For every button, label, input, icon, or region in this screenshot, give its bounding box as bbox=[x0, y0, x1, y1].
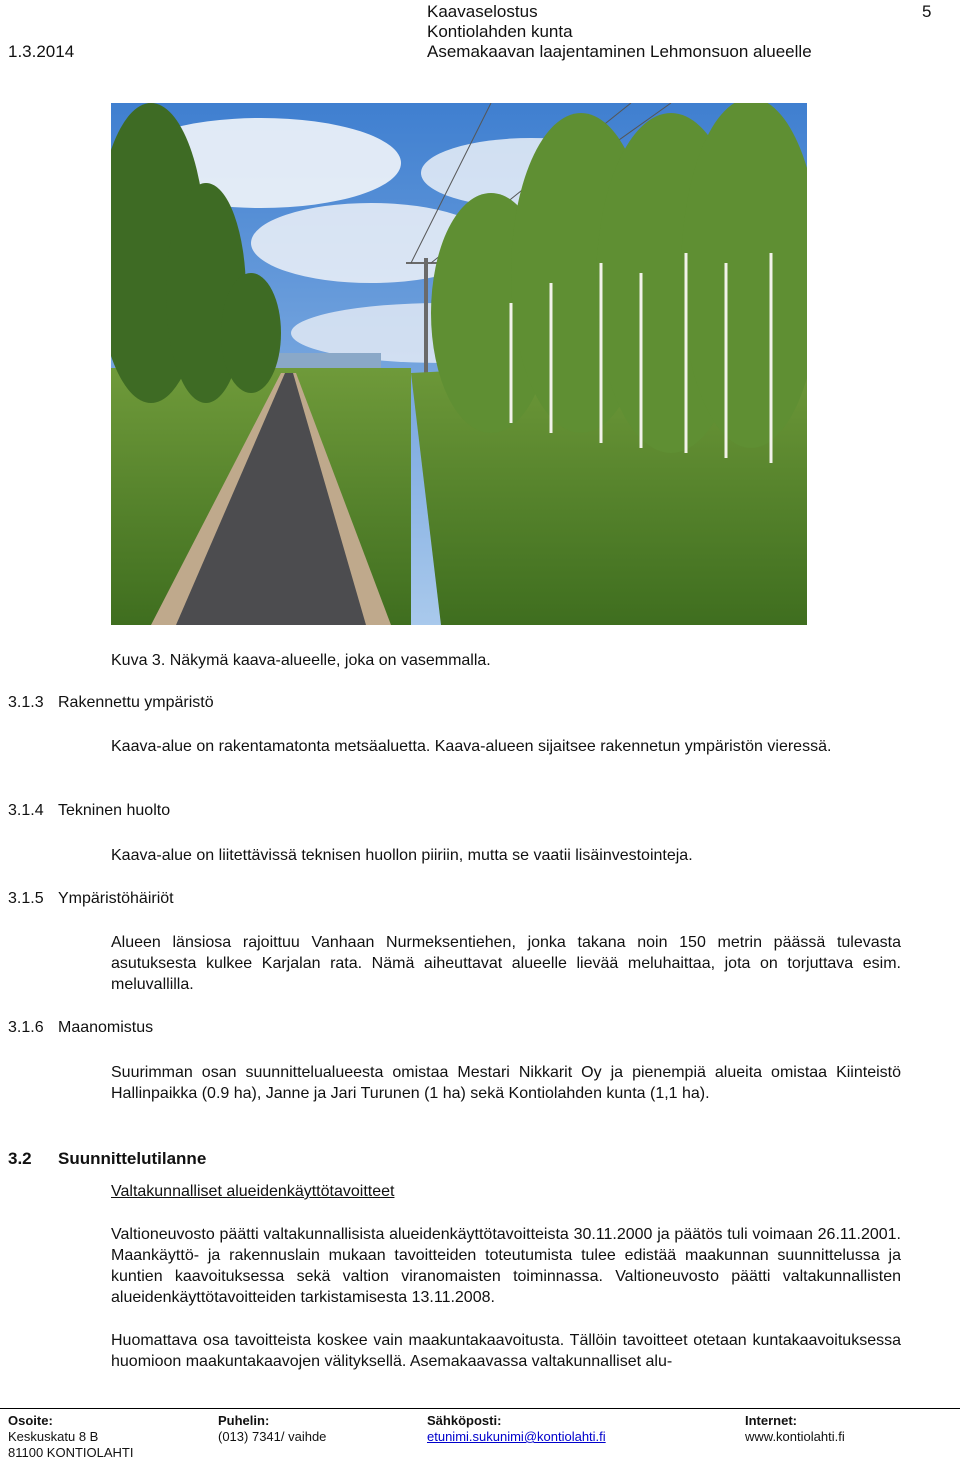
section-title: Tekninen huolto bbox=[58, 802, 171, 819]
landscape-photo bbox=[111, 103, 807, 625]
section-number: 3.2 bbox=[8, 1149, 32, 1168]
header-date: 1.3.2014 bbox=[8, 42, 75, 61]
section-text-3-1-6: Suurimman osan suunnittelualueesta omistaa Mestari Nikkarit Oy ja pienempiä alueita omistaa Kiinteistö Hallinpaikka (0.9 ha), Janne ja Jari Turunen (1 ha) sekä Kontiolahden kunta (1,1 ha). bbox=[111, 1064, 901, 1102]
section-text-3-1-5: Alueen länsiosa rajoittuu Vanhaan Nurmeksentiehen, jonka takana noin 150 metrin päässä tulevasta asutuksesta kulkee Karjalan rata. Nämä aiheuttavat alueelle lievää meluhaittaa, jota on torjuttava esim. meluvallilla. bbox=[111, 934, 901, 993]
section-heading-3-1-3 bbox=[8, 692, 214, 713]
section-text-3-2-p2: Huomattava osa tavoitteista koskee vain maakuntakaavoitusta. Tällöin tavoitteet otetaan kuntakaavoituksessa huomioon maakuntakaavojen välityksellä. Asemakaavassa valtakunnalliset alu- bbox=[111, 1332, 901, 1370]
section-title: Rakennettu ympäristö bbox=[58, 694, 214, 711]
section-text-3-2-p1: Valtioneuvosto päätti valtakunnallisista alueidenkäyttötavoitteista 30.11.2000 ja päätös tuli voimaan 26.11.2001. Maankäyttö- ja rakennuslain mukaan tavoitteiden toteutumista tulee edistää maakunnan suunnittelussa ja kuntien kaavoituksessa sekä valtion viranomaisten toiminnassa. Valtioneuvosto päätti valtakunnallisten alueidenkäyttötavoitteiden tarkistamisesta 13.11.2008. bbox=[111, 1226, 901, 1306]
page-footer bbox=[0, 1408, 960, 1460]
footer-web-label: Internet: bbox=[745, 1413, 797, 1428]
footer-web bbox=[745, 1413, 845, 1445]
section-title: Maanomistus bbox=[58, 1019, 154, 1036]
footer-address-label: Osoite: bbox=[8, 1413, 53, 1428]
section-number: 3.1.5 bbox=[8, 890, 44, 907]
road-forest-illustration bbox=[111, 103, 807, 625]
footer-email-link[interactable]: etunimi.sukunimi@kontiolahti.fi bbox=[427, 1429, 606, 1444]
header-municipality: Kontiolahden kunta bbox=[427, 22, 573, 41]
footer-web-value[interactable]: www.kontiolahti.fi bbox=[745, 1429, 845, 1444]
footer-address bbox=[8, 1413, 133, 1461]
section-title: Ympäristöhäiriöt bbox=[58, 890, 174, 907]
section-heading-3-2 bbox=[8, 1148, 206, 1169]
section-heading-3-1-4 bbox=[8, 800, 170, 821]
footer-address-line2: 81100 KONTIOLAHTI bbox=[8, 1445, 134, 1460]
page-number: 5 bbox=[922, 2, 932, 21]
section-title: Suunnittelutilanne bbox=[58, 1149, 207, 1168]
footer-phone-value: (013) 7341/ vaihde bbox=[218, 1429, 327, 1444]
section-heading-3-1-5 bbox=[8, 888, 174, 909]
section-text-3-1-4: Kaava-alue on liitettävissä teknisen huollon piiriin, mutta se vaatii lisäinvestointeja. bbox=[111, 847, 693, 864]
footer-address-line1: Keskuskatu 8 B bbox=[8, 1429, 99, 1444]
header-project: Asemakaavan laajentaminen Lehmonsuon alueelle bbox=[427, 42, 812, 61]
subsection-title: Valtakunnalliset alueidenkäyttötavoitteet bbox=[111, 1183, 395, 1200]
header-doc-type: Kaavaselostus bbox=[427, 2, 538, 21]
footer-phone-label: Puhelin: bbox=[218, 1413, 270, 1428]
section-number: 3.1.4 bbox=[8, 802, 44, 819]
section-number: 3.1.6 bbox=[8, 1019, 44, 1036]
section-heading-3-1-6 bbox=[8, 1017, 153, 1038]
section-text-3-1-3: Kaava-alue on rakentamatonta metsäaluetta. Kaava-alueen sijaitsee rakennetun ympäristön vieressä. bbox=[111, 738, 832, 755]
footer-email bbox=[427, 1413, 606, 1445]
footer-phone bbox=[218, 1413, 326, 1445]
footer-email-label: Sähköposti: bbox=[427, 1413, 502, 1428]
figure-caption: Kuva 3. Näkymä kaava-alueelle, joka on vasemmalla. bbox=[111, 652, 491, 669]
section-number: 3.1.3 bbox=[8, 694, 44, 711]
